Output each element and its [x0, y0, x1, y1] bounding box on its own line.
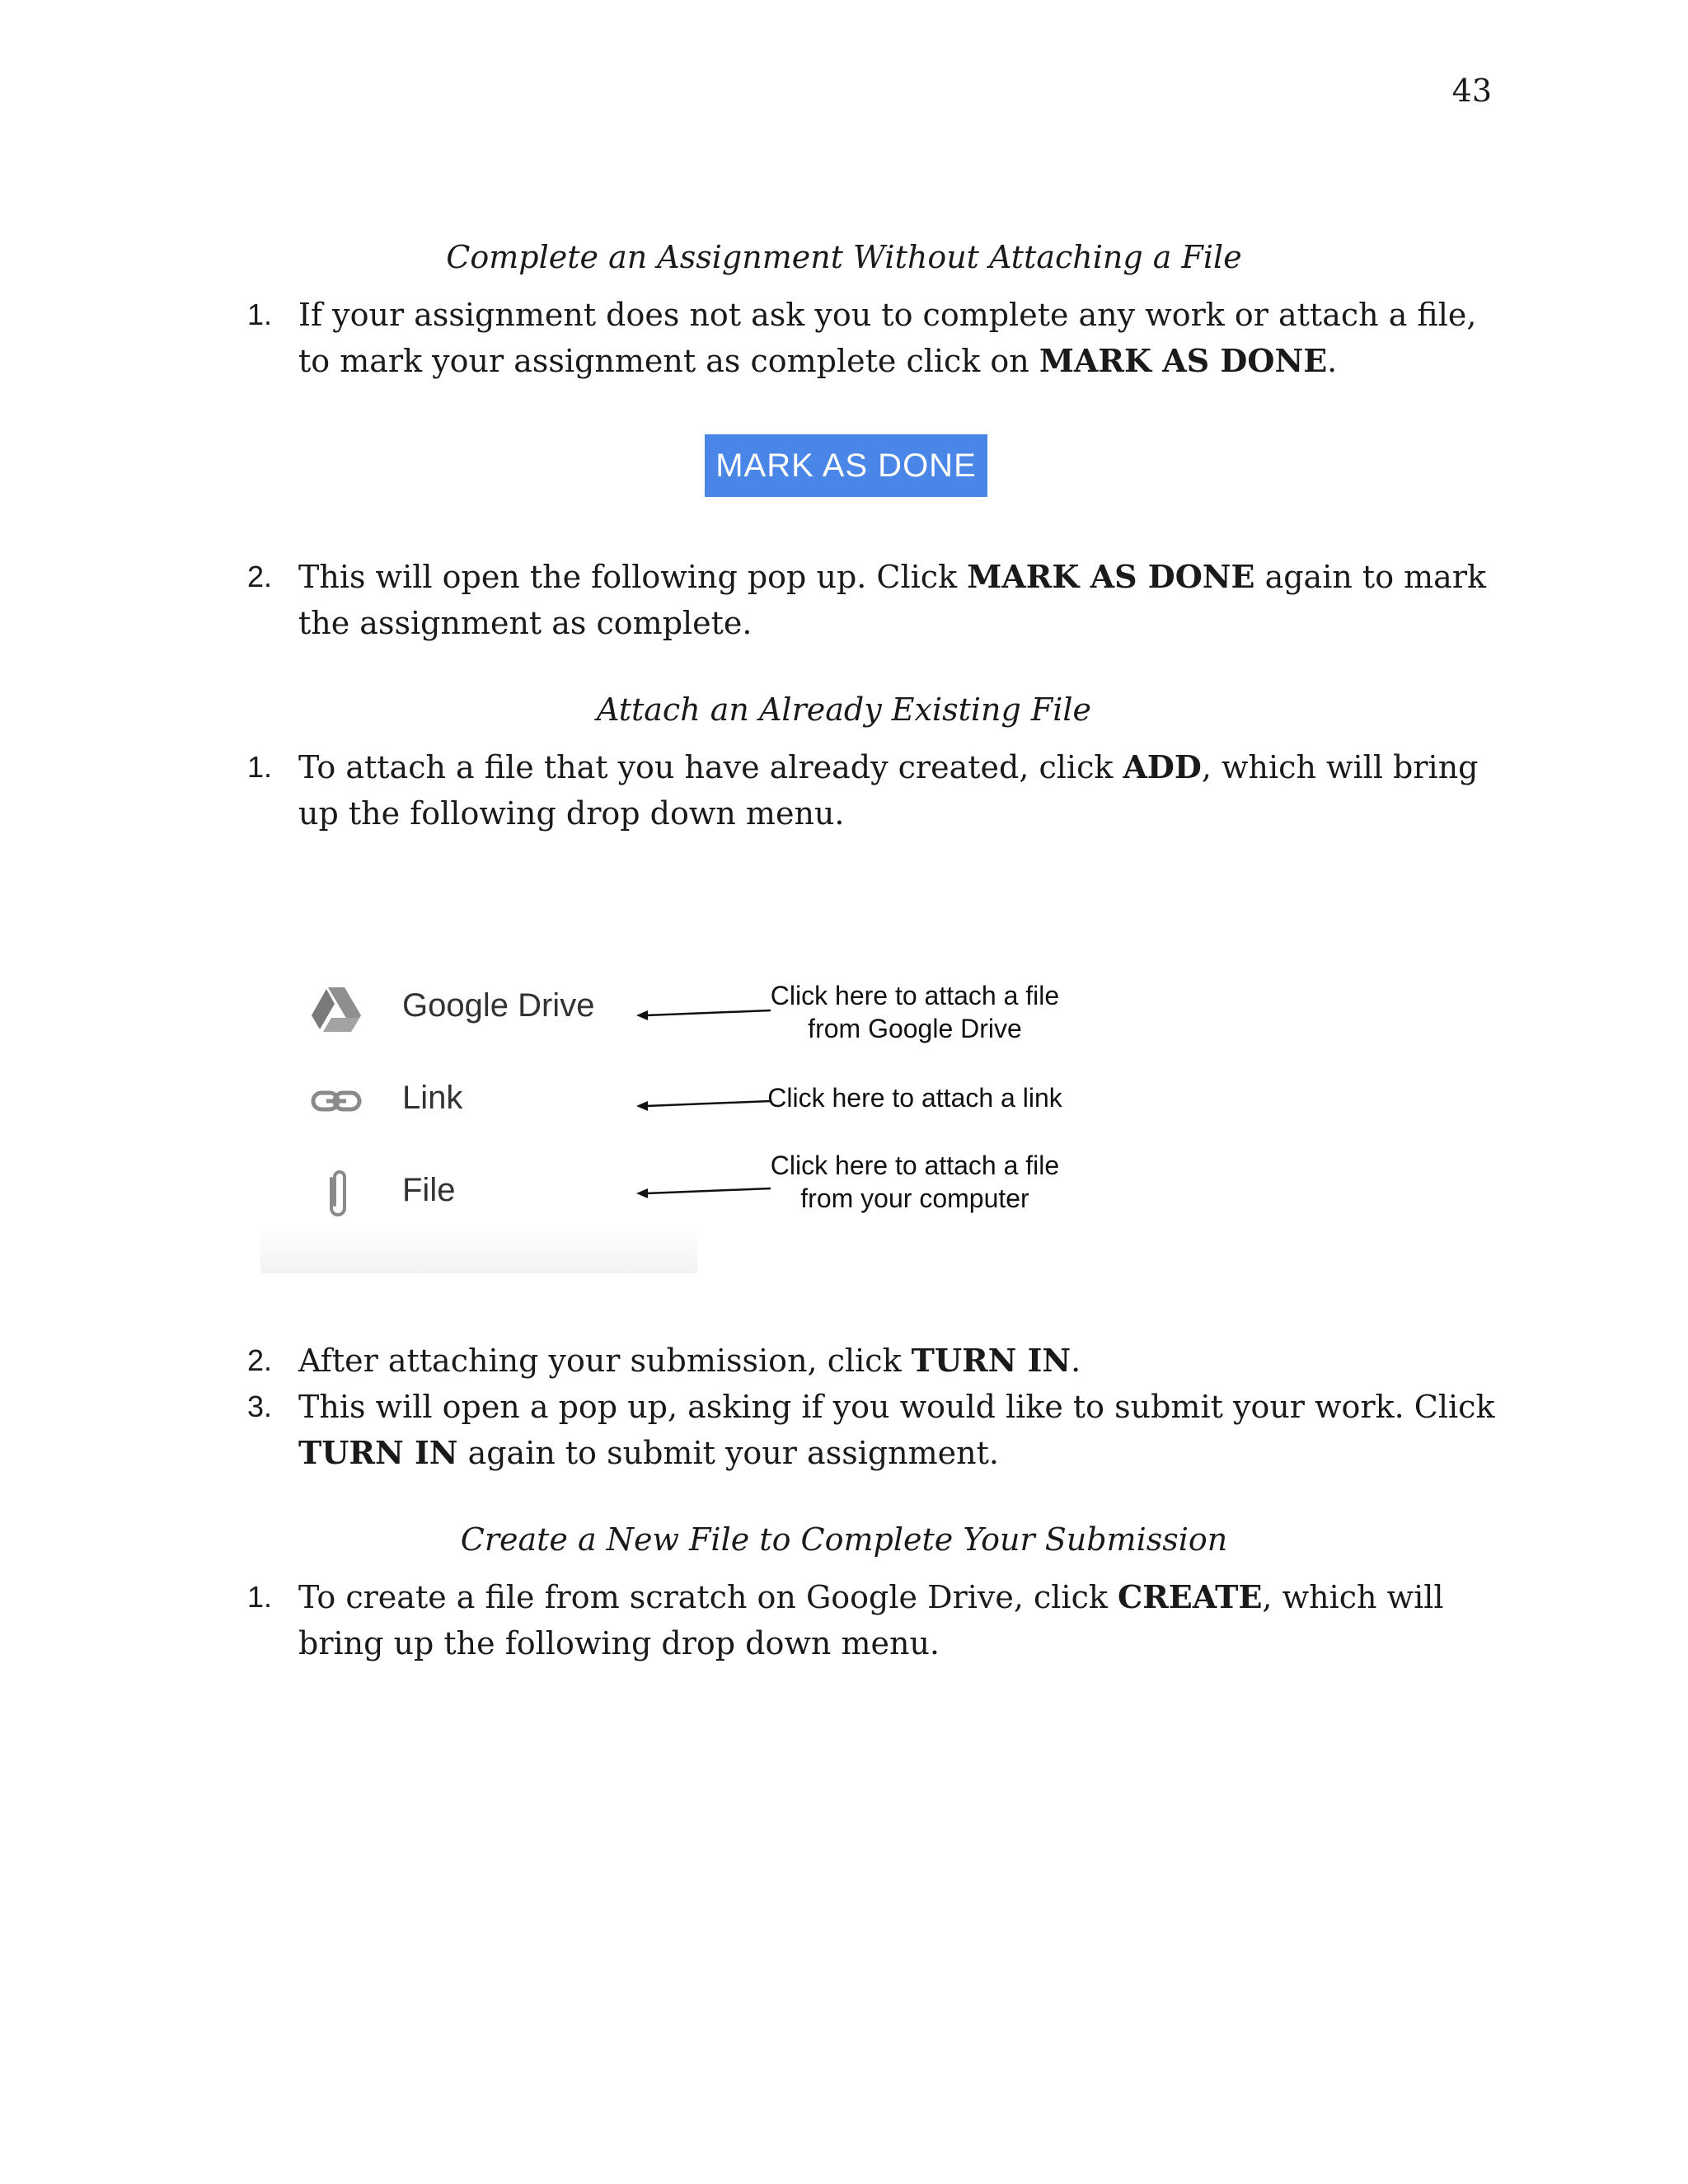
list-item — [247, 554, 1500, 646]
list-number: 1. — [247, 750, 273, 784]
item-text: To attach a file that you have already created, click — [298, 749, 1123, 785]
arrow-icon — [635, 1088, 775, 1121]
callout-link — [758, 1081, 1071, 1114]
list-number: 2. — [247, 560, 273, 593]
arrow-icon — [635, 997, 775, 1030]
item-bold-text: MARK AS DONE — [1039, 342, 1328, 379]
item-text: To create a file from scratch on Google Drive, click — [298, 1579, 1118, 1615]
mark-as-done-button[interactable]: MARK AS DONE — [705, 434, 987, 497]
list-item — [247, 1384, 1500, 1476]
item-text-end: . — [1071, 1343, 1081, 1379]
list-item — [247, 1574, 1500, 1666]
item-bold-text: ADD — [1123, 748, 1202, 785]
item-text-end: . — [1327, 343, 1338, 379]
item-text: This will open the following pop up. Click — [298, 559, 968, 595]
callout-google-drive — [758, 979, 1071, 1045]
callout-line: Click here to attach a file — [770, 1151, 1060, 1180]
item-bold-text: TURN IN — [911, 1342, 1071, 1379]
callout-line: from Google Drive — [808, 1014, 1022, 1043]
item-text-end: again to mark the assignment as complete. — [298, 559, 1487, 641]
item-bold-text: CREATE — [1117, 1578, 1263, 1615]
menu-item-label: Google Drive — [402, 987, 595, 1024]
menu-item-label: File — [402, 1172, 456, 1208]
callout-line: Click here to attach a file — [770, 981, 1060, 1010]
list-item — [247, 1338, 1500, 1384]
list-item — [247, 292, 1500, 384]
menu-item-google-drive[interactable] — [260, 976, 697, 1042]
menu-item-label: Link — [402, 1080, 463, 1116]
item-text: If your assignment does not ask you to complete any work or attach a file, to mark your assignment as complete click on — [298, 297, 1477, 379]
item-text: This will open a pop up, asking if you would like to submit your work. Click — [298, 1389, 1495, 1425]
item-text-end: , which will bring up the following drop down menu. — [298, 1579, 1444, 1661]
callout-line: from your computer — [800, 1183, 1029, 1213]
list-number: 1. — [247, 1580, 273, 1614]
callout-file — [758, 1149, 1071, 1215]
section-heading-attach-existing-file: Attach an Already Existing File — [596, 691, 1092, 728]
item-bold-text: TURN IN — [298, 1434, 458, 1471]
item-text-end: , which will bring up the following drop down menu. — [298, 749, 1479, 832]
list-number: 3. — [247, 1390, 273, 1423]
item-bold-text: MARK AS DONE — [967, 558, 1255, 595]
menu-item-link[interactable] — [260, 1068, 697, 1134]
list-item — [247, 744, 1500, 837]
arrow-icon — [635, 1175, 775, 1208]
item-text: After attaching your submission, click — [298, 1343, 912, 1379]
section-heading-complete-without-file: Complete an Assignment Without Attaching a File — [446, 239, 1242, 275]
list-number: 1. — [247, 298, 273, 331]
menu-item-file[interactable] — [260, 1160, 697, 1226]
page-number: 43 — [1451, 73, 1492, 109]
link-icon — [310, 1075, 363, 1127]
item-text-end: again to submit your assignment. — [457, 1435, 999, 1471]
paperclip-icon — [310, 1167, 363, 1220]
google-drive-icon — [310, 982, 363, 1035]
section-heading-create-new-file: Create a New File to Complete Your Submission — [460, 1521, 1228, 1558]
list-number: 2. — [247, 1343, 273, 1377]
callout-line: Click here to attach a link — [767, 1083, 1062, 1113]
